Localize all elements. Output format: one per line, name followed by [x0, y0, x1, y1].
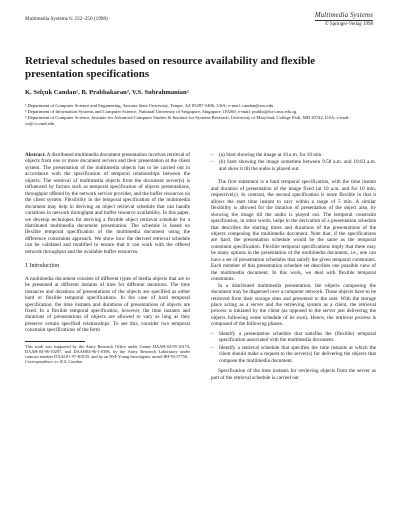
- list-item: – Identify a retrieval schedule that specifies the time instants at which the client should make a request to the server(s) for delivering the objects that compose the multimedia document.: [211, 344, 376, 364]
- journal-name: Multimedia Systems: [314, 12, 373, 19]
- affiliations: [25, 103, 375, 127]
- abstract: [25, 152, 190, 255]
- abstract-text: A distributed multimedia document presentation involves retrieval of objects from one or more document servers and their presentation at the client system. The presentation of the multimedia objects has to be carried out in accordance with the specification of temporal relationships between the objects. The retrieval of multimedia objects from the document server(s) is influenced by factors such as temporal specification of objects presentations, throughput offered by the network service provider, and the buffer resources on the client system. Flexibility in the temporal specification of the multimedia document may help in deriving an object retrieval schedule that can handle variations in network throughput and buffer resource availability. In this paper, we develop techniques for deriving a flexible object retrieval schedule for a distributed multimedia document presentation. The schedule is based on flexible temporal specification of the multimedia document using the difference constraints approach. We show how the derived retrieval schedule can be validated and modified to ensure that it can work with the offered network throughput and the available buffer resources.: [25, 152, 190, 255]
- journal-citation: Multimedia Systems 6: 232–250 (1998): [25, 16, 108, 22]
- body-paragraph: Specification of the time instants for retrieving objects from the server as part of the retrieval schedule is carried out: [211, 368, 376, 381]
- section-heading-introduction: 1 Introduction: [25, 263, 60, 270]
- abstract-label: Abstract.: [25, 152, 46, 158]
- affiliation-2: ² Department of Information Systems and Computer Science, National University of Singapore, Singapore 119260; e-mail: prabha@iscs.nus.edu.sg: [25, 109, 297, 115]
- affiliation-3: ³ Department of Computer Science, Institute for Advanced Computer Studies & Institute for Systems Research, University of Maryland, College Park, MD 20742, USA; e-mail: vs@cs.umd.edu: [25, 115, 350, 127]
- paper-title: Retrieval schedules based on resource availability and flexible presentation specifications: [25, 55, 316, 80]
- list-item: – Identify a presentation schedule that satisfies the (flexible) temporal specification associated with the multimedia document.: [211, 330, 376, 344]
- journal-masthead: [315, 12, 373, 27]
- footnote-divider: [25, 341, 85, 342]
- copyright-line: © Springer-Verlag 1998: [324, 22, 373, 27]
- body-paragraph: The first statement is a hard temporal specification, with the time instant and duration of presentation of the image fixed (at 10 a.m. and for 10 min, respectively). In contrast, the second specification is more flexible in that it allows the start time instant to vary within a range of 5 min. A similar flexibility is allowed for the duration of presentation of the object also, by showing the image till the audio is played out. The temporal constraint specification, in other words, helps in the derivation of a presentation schedule that describes the starting times and durations of the presentations of the objects composing the multimedia document. Note that, if the specifications are hard, the presentation schedule would be the same as the temporal constraint specification. Flexible temporal specifications imply that there may be many options in the presentation of the multimedia document, i.e., one can have a set of presentation schedules that satisfy the given temporal constraints. Each member of this presentation schedule set describes one possible view of the multimedia document. In this work, we deal with flexible temporal constraints.: [211, 179, 376, 283]
- retrieval-phase-list: [211, 331, 376, 364]
- body-paragraph: In a distributed multimedia presentation, the objects composing the document may be dispersed over a computer network. These objects have to be retrieved from their storage sites and presented to the user. With the storage place acting as a server and the retrieving system as a client, the retrieval process is initiated by the client (as opposed to the server just delivering the objects following some schedule of its own). Hence, the retrieval process is composed of the following phases.: [211, 282, 376, 328]
- left-column: [25, 152, 190, 365]
- example-spec-list: [211, 152, 376, 172]
- correspondence-note: Correspondence to: K.S. Candan: [25, 359, 83, 365]
- funding-footnote: This work was supported by the Army Research Office under Grants DAAH-04-95-10174, DAAH-04-96-10297, and DAAH04-96-1-0398, by the Army Research Laboratory under contract number DAAL01-97-K0135, and by an NSF Young Investigator award IRI-93-57756.: [25, 343, 190, 360]
- list-item: – (a) Start showing the image at 10 a.m. for 10 min.: [211, 152, 323, 158]
- right-column: [211, 152, 376, 381]
- affiliation-1: ¹ Department of Computer Science and Engineering, Arizona State University, Tempe, AZ 85287-5406, USA; e-mail: candan@asu.edu: [25, 103, 274, 108]
- author-list: K. Selçuk Candan¹, B. Prabhakaran², V.S. Subrahmanian³: [25, 89, 189, 96]
- list-item: – (b) Start showing the image sometime between 9:58 a.m. and 10:03 a.m. and show it till the audio is played out.: [211, 159, 376, 172]
- intro-paragraph: A multimedia document consists of different types of media objects that are to be presented at different instants of time for different durations. The time instances and durations of presentations of the objects are specified as either hard or flexible temporal specifications. In the case of hard temporal specification, the time instants and durations of presentations of objects are fixed. In a flexible temporal specification, however, the time instants and durations of presentations of objects are allowed to vary as long as they preserve certain specified relationships. To see this, consider two temporal constraint specifications of the form: [25, 275, 190, 334]
